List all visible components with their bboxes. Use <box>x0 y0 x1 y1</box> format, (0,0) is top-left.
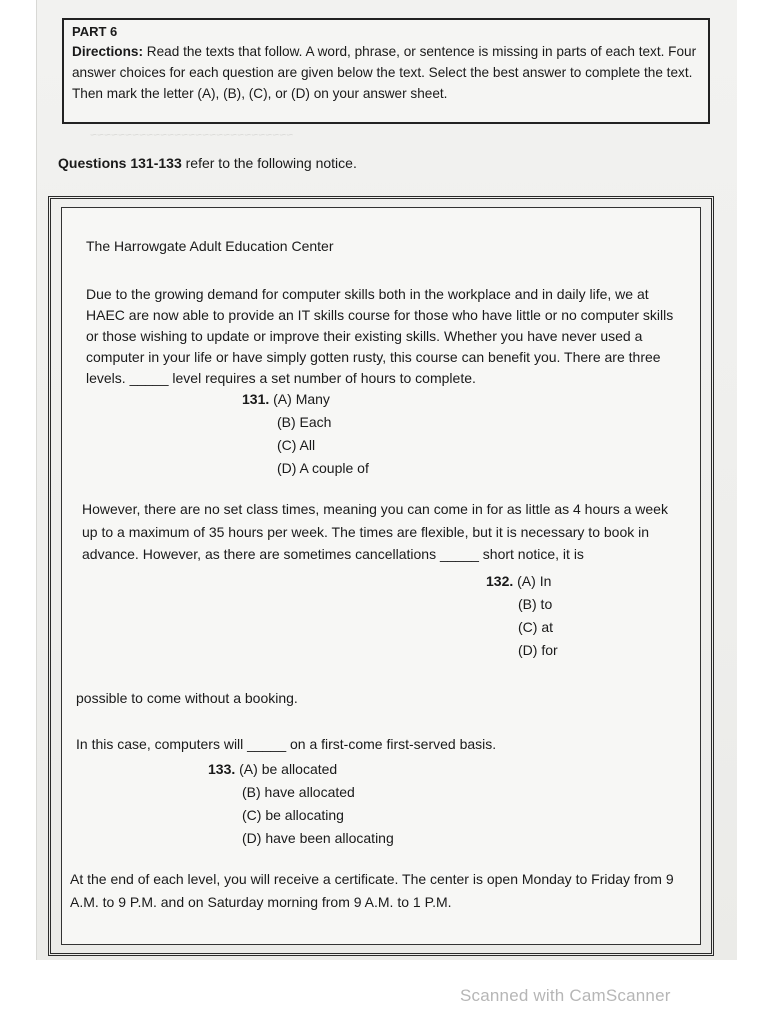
questions-ref-text: refer to the following notice. <box>181 155 357 171</box>
directions <box>72 41 700 104</box>
question-133-b[interactable]: (B) have allocated <box>242 784 355 800</box>
question-133-a-text: (A) be allocated <box>239 761 338 777</box>
questions-range: Questions 131-133 <box>58 155 182 171</box>
question-133-c[interactable]: (C) be allocating <box>242 807 344 823</box>
question-131-c[interactable]: (C) All <box>277 437 316 453</box>
question-131-number: 131. <box>242 391 270 407</box>
bleed-through-1: ~~~~~~~~~~~~~~~~~~~~~~~~~~~~~ <box>90 128 294 142</box>
part-title: PART 6 <box>72 24 118 39</box>
notice-paragraph-3: In this case, computers will _____ on a first-come first-served basis. <box>76 736 497 752</box>
question-132-a[interactable] <box>486 570 551 592</box>
question-132-number: 132. <box>486 573 514 589</box>
question-132-a-text: (A) In <box>517 573 552 589</box>
directions-box <box>62 18 710 124</box>
directions-text: Read the texts that follow. A word, phrase, or sentence is missing in parts of each text. Four answer choices for each question are given below the text. Select the best answer to complete the text. Then mark the letter (A), (B), (C), or (D) on your answer sheet. <box>72 44 697 101</box>
question-132-d[interactable]: (D) for <box>518 642 558 658</box>
question-131-a-text: (A) Many <box>273 391 330 407</box>
question-132-c[interactable]: (C) at <box>518 619 553 635</box>
question-131-b[interactable]: (B) Each <box>277 414 332 430</box>
notice-paragraph-4: At the end of each level, you will receive a certificate. The center is open Monday to Friday from 9 A.M. to 9 P.M. and on Saturday morning from 9 A.M. to 1 P.M. <box>70 871 674 910</box>
question-133-a[interactable] <box>208 758 337 780</box>
question-132-b[interactable]: (B) to <box>518 596 553 612</box>
directions-label: Directions: <box>72 44 144 59</box>
notice-title: The Harrowgate Adult Education Center <box>86 238 334 254</box>
question-133-number: 133. <box>208 761 236 777</box>
camscanner-watermark: Scanned with CamScanner <box>460 986 671 1005</box>
notice-inner-frame <box>61 207 701 945</box>
question-131-a[interactable] <box>242 388 330 410</box>
questions-reference <box>58 155 357 171</box>
question-133-d[interactable]: (D) have been allocating <box>242 830 394 846</box>
notice-paragraph-2-end: possible to come without a booking. <box>76 690 298 706</box>
notice-box <box>48 196 714 956</box>
question-131-d[interactable]: (D) A couple of <box>277 460 369 476</box>
notice-paragraph-1: Due to the growing demand for computer skills both in the workplace and in daily life, we at HAEC are now able to provide an IT skills course for those who have little or no computer skills or those wishing to update or improve their existing skills. Whether you have never used a computer in your life or have simply gotten rusty, this course can benefit you. There are three levels. _____ level requires a set number of hours to complete. <box>86 286 674 386</box>
notice-paragraph-2: However, there are no set class times, meaning you can come in for as little as 4 hours a week up to a maximum of 35 hours per week. The times are flexible, but it is necessary to book in advance. However, as there are sometimes cancellations _____ short notice, it is <box>82 501 668 562</box>
